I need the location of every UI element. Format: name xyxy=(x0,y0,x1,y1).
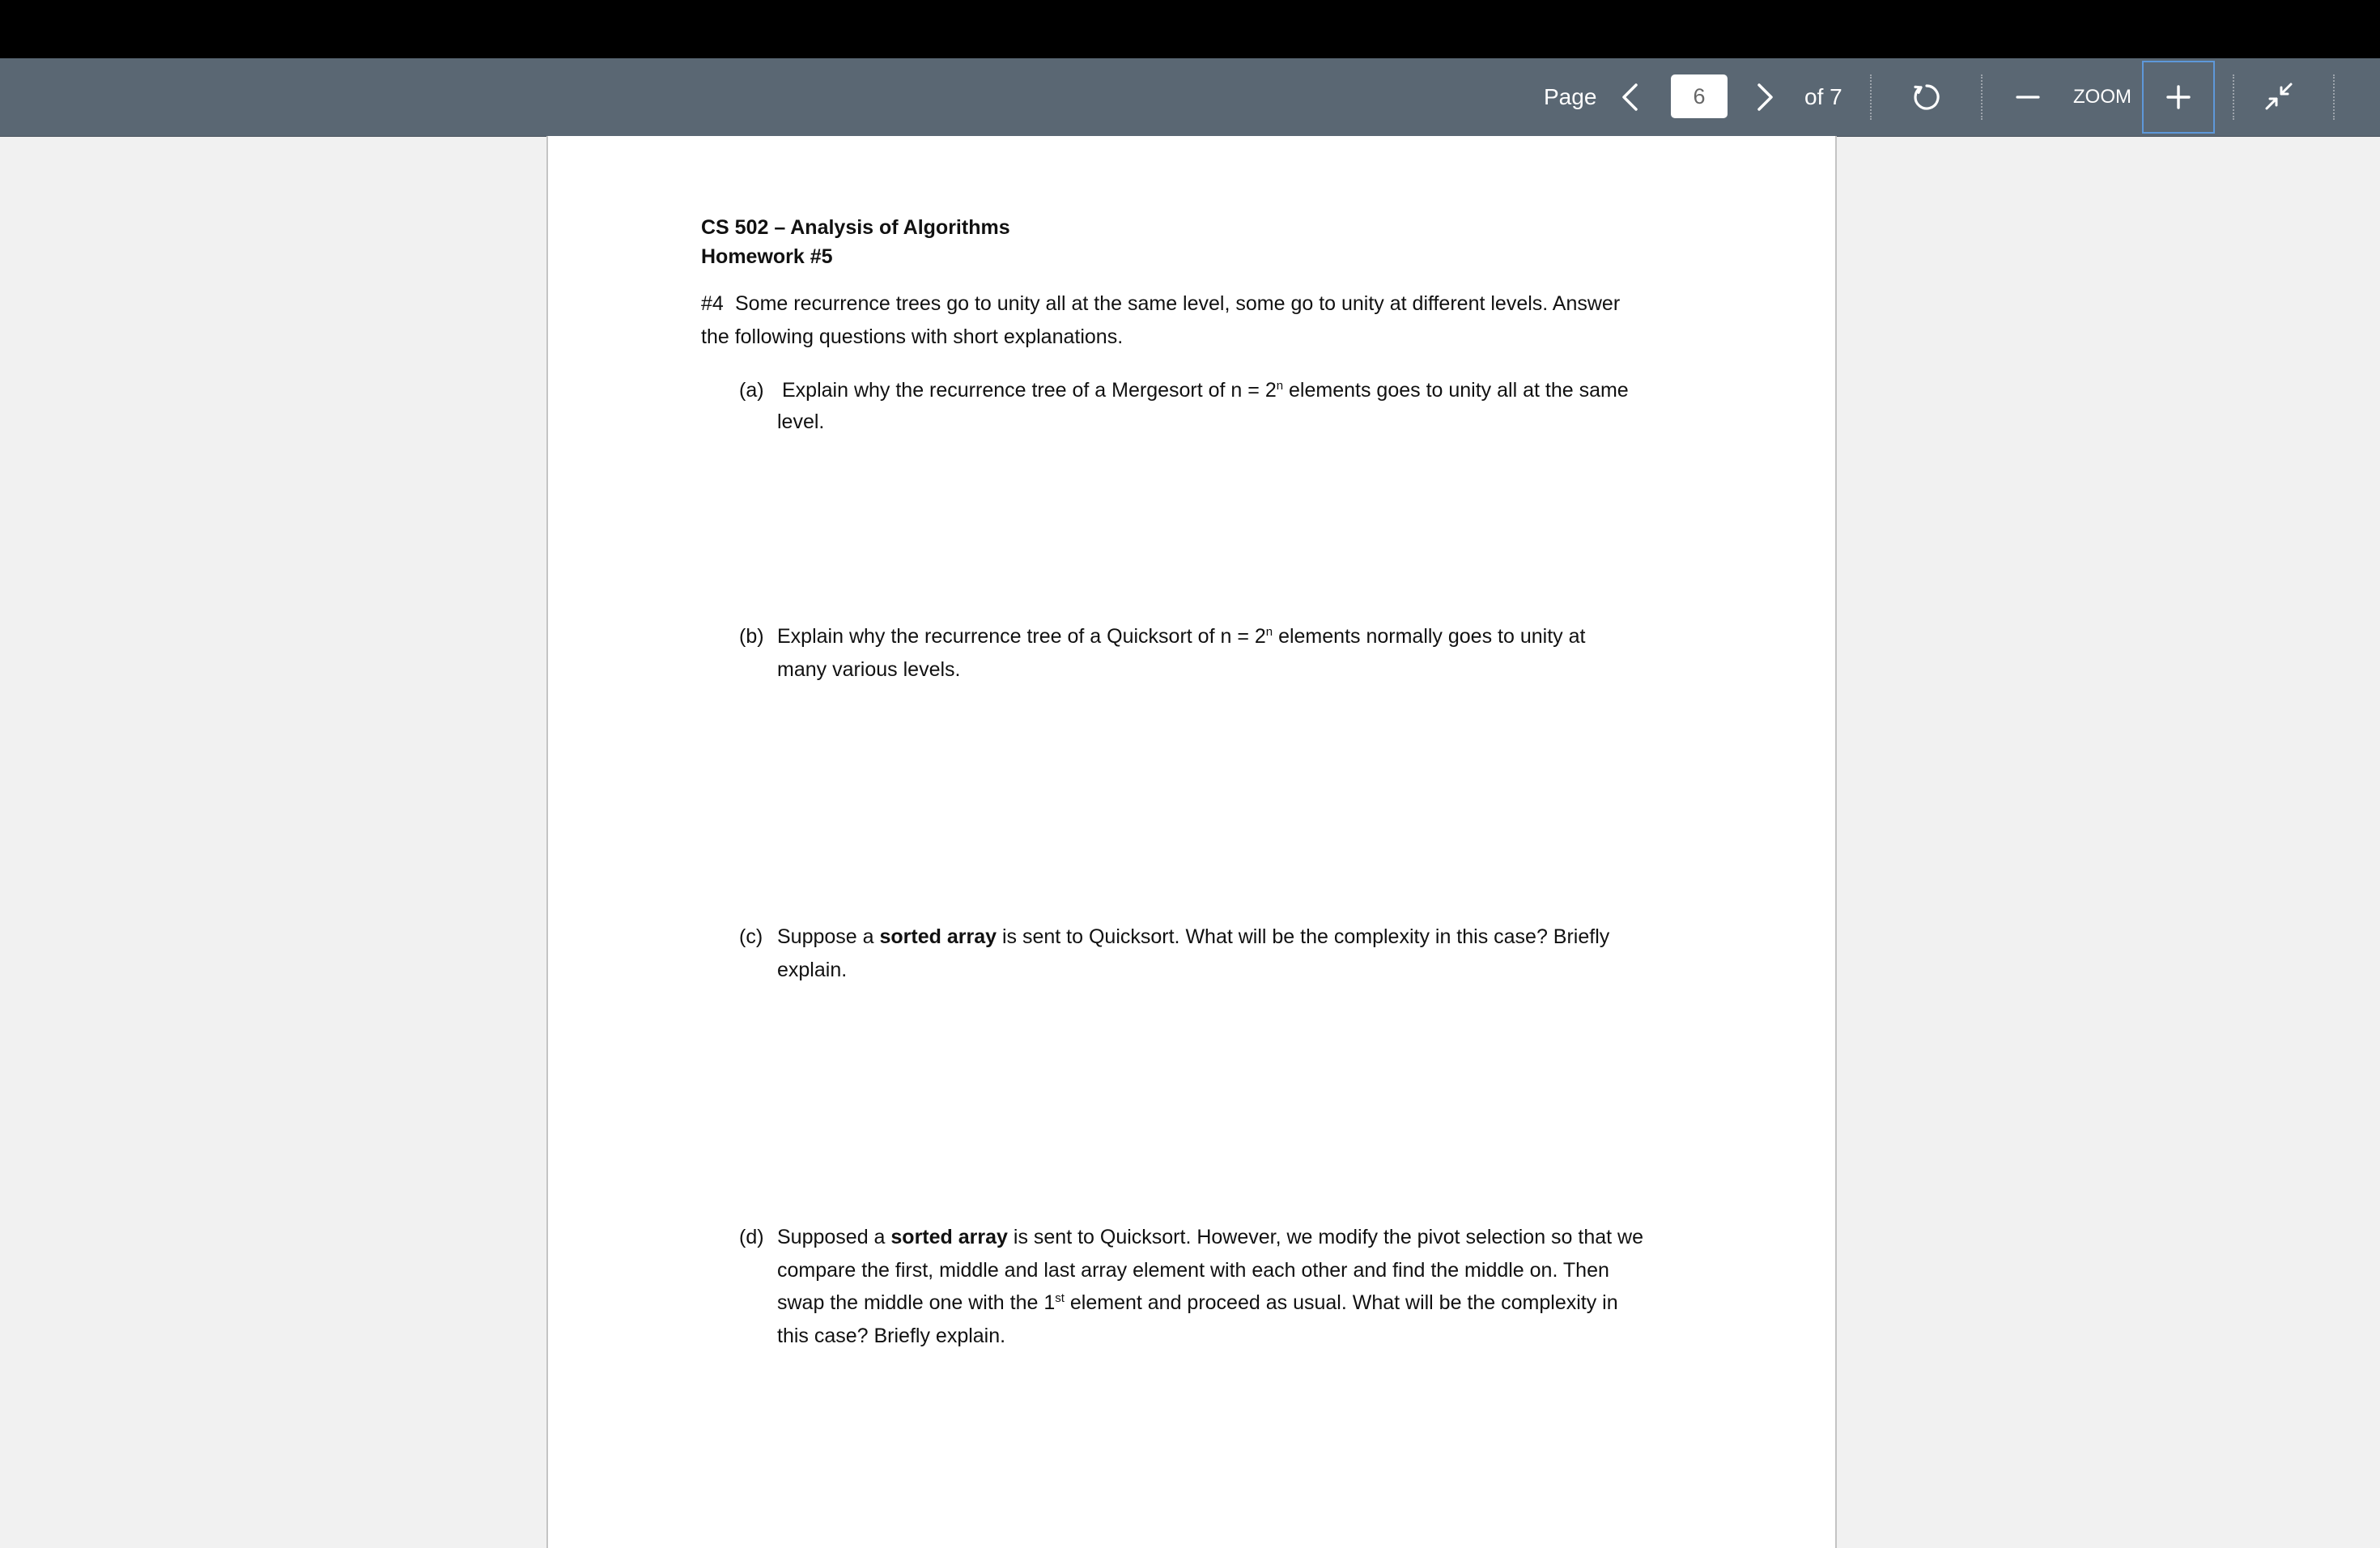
text-segment: elements goes to unity all at the same xyxy=(1283,379,1629,402)
question-label: (d) xyxy=(739,1226,764,1248)
text-segment: Explain why the recurrence tree of a Mergesort of n = 2 xyxy=(782,379,1277,402)
zoom-in-button[interactable] xyxy=(2142,61,2215,134)
exit-fullscreen-button[interactable] xyxy=(2264,82,2293,111)
toolbar-divider xyxy=(2233,74,2234,120)
superscript: n xyxy=(1265,625,1273,639)
text-segment: Suppose a xyxy=(777,925,880,948)
page-label: Page xyxy=(1544,84,1597,109)
question-text-line xyxy=(777,620,1585,653)
bold-text: sorted array xyxy=(890,1226,1008,1248)
question-text-line xyxy=(777,954,847,986)
zoom-label: ZOOM xyxy=(2073,86,2131,108)
text-segment: this case? Briefly explain. xyxy=(777,1325,1006,1347)
problem-intro-line: the following questions with short explanations. xyxy=(701,325,1124,348)
question-label: (a) xyxy=(739,379,764,402)
pdf-viewer-toolbar xyxy=(0,58,2380,136)
text-segment: element and proceed as usual. What will be the complexity in xyxy=(1064,1291,1618,1314)
window-top-bar xyxy=(0,0,2380,58)
question-text-line xyxy=(777,921,1609,953)
toolbar-divider xyxy=(1870,74,1872,120)
document-page xyxy=(546,136,1837,1548)
question-label: (c) xyxy=(739,925,763,948)
plus-icon xyxy=(2165,84,2191,110)
page-number-input[interactable] xyxy=(1671,74,1728,118)
text-segment: Explain why the recurrence tree of a Quicksort of n = 2 xyxy=(777,625,1266,648)
text-segment: explain. xyxy=(777,959,848,981)
homework-title: Homework #5 xyxy=(701,245,833,268)
text-segment: level. xyxy=(777,410,825,433)
question-text-line xyxy=(777,653,960,686)
question-text-line xyxy=(777,1286,1618,1319)
zoom-out-button[interactable] xyxy=(2016,89,2040,105)
minus-icon xyxy=(2016,89,2040,105)
next-page-button[interactable] xyxy=(1753,81,1778,113)
refresh-icon xyxy=(1910,80,1943,113)
question-text-line xyxy=(777,1221,1643,1253)
problem-number: #4 xyxy=(701,292,724,315)
superscript: st xyxy=(1055,1291,1065,1305)
bold-text: sorted array xyxy=(879,925,997,948)
chevron-right-icon xyxy=(1753,81,1778,113)
rotate-button[interactable] xyxy=(1910,80,1943,113)
question-text-line xyxy=(777,406,824,438)
toolbar-divider xyxy=(2333,74,2335,120)
question-text-line xyxy=(777,1320,1005,1352)
text-segment: swap the middle one with the 1 xyxy=(777,1291,1056,1314)
previous-page-button[interactable] xyxy=(1617,81,1642,113)
text-segment: Supposed a xyxy=(777,1226,891,1248)
text-segment: compare the first, middle and last array element with each other and find the middle on. Then xyxy=(777,1259,1609,1282)
total-pages-label: of 7 xyxy=(1804,84,1842,109)
question-label: (b) xyxy=(739,625,764,648)
question-text-line xyxy=(782,374,1629,406)
question-text-line xyxy=(777,1254,1609,1286)
text-segment: many various levels. xyxy=(777,658,961,681)
collapse-icon xyxy=(2264,82,2293,111)
problem-intro-line: Some recurrence trees go to unity all at the same level, some go to unity at different levels. Answer xyxy=(735,292,1621,315)
chevron-left-icon xyxy=(1617,81,1642,113)
text-segment: is sent to Quicksort. However, we modify the pivot selection so that we xyxy=(1007,1226,1644,1248)
text-segment: is sent to Quicksort. What will be the complexity in this case? Briefly xyxy=(997,925,1610,948)
course-title: CS 502 – Analysis of Algorithms xyxy=(701,216,1010,239)
superscript: n xyxy=(1276,379,1284,393)
text-segment: elements normally goes to unity at xyxy=(1273,625,1586,648)
toolbar-divider xyxy=(1981,74,1983,120)
